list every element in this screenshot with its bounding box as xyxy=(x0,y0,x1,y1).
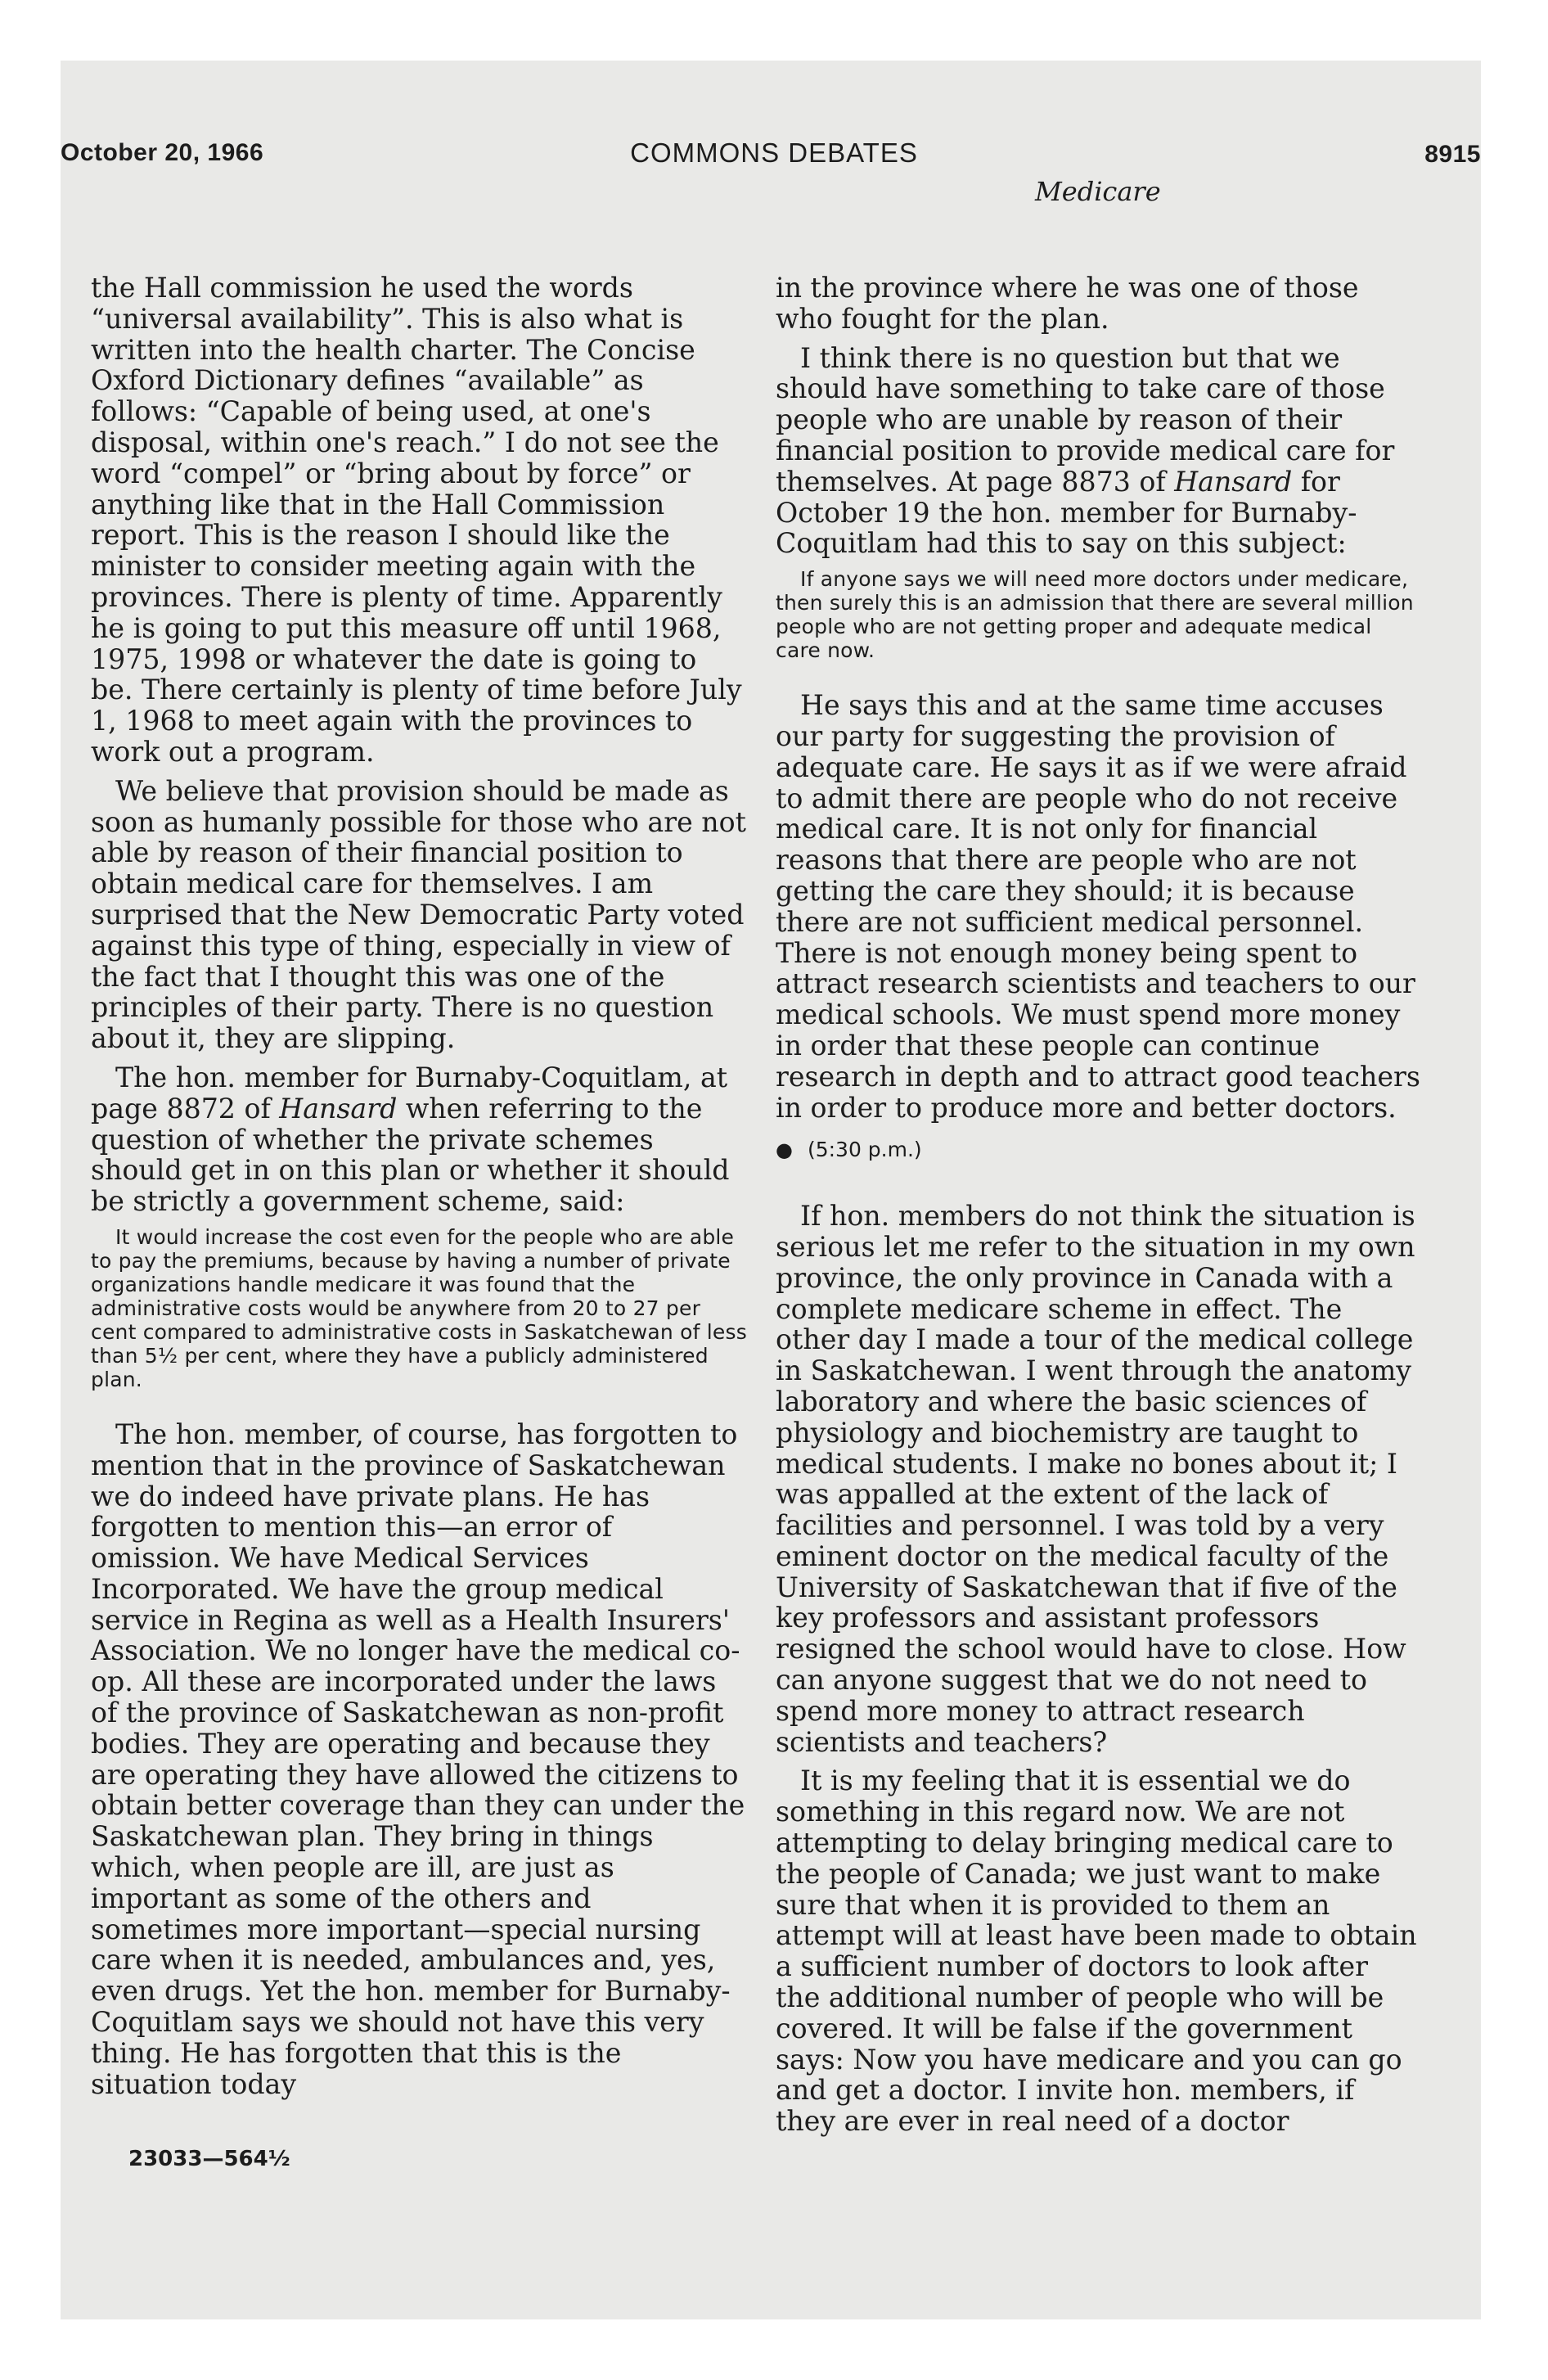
left-paragraph-3 xyxy=(91,1062,747,1217)
left-column xyxy=(91,273,747,2107)
right-block-quote: If anyone says we will need more doctors under medicare, then surely this is an admission that there are several million people who are not getting proper and adequate medical care now. xyxy=(776,567,1414,663)
left-paragraph-4: The hon. member, of course, has forgotten to mention that in the province of Saskatchewan we do indeed have private plans. He has forgotten to mention this—an error of omission. We have Medical Services Incorporated. We have the group medical service in Regina as well as a Health Insurers' Association. We no longer have the medical co-op. All these are incorporated under the laws of the province of Saskatchewan as non-profit bodies. They are operating and because they are operating they have allowed the citizens to obtain better coverage than they can under the Saskatchewan plan. They bring in things which, when people are ill, are just as important as some of the others and sometimes more important—special nursing care when it is needed, ambulances and, yes, even drugs. Yet the hon. member for Burnaby-Coquitlam says we should not have this very thing. He has forgotten that this is the situation today xyxy=(91,1418,745,2100)
right-column xyxy=(776,273,1420,2145)
header-title: COMMONS DEBATES xyxy=(630,137,918,168)
left-paragraph-3-end: when referring to the question of whether the private schemes should get in on this plan or whether it should be strictly a government scheme, said: xyxy=(91,1092,730,1218)
right-paragraph-5: It is my feeling that it is essential we do something in this regard now. We are not attempting to delay bringing medical care to the people of Canada; we just want to make sure that when it is provided to them an attempt will at least have been made to obtain a sufficient number of doctors to look after the additional number of people who will be covered. It will be false if the government says: Now you have medicare and you can go and get a doctor. I invite hon. members, if they are ever in real need of a doctor xyxy=(776,1765,1417,2138)
signature-code: 23033—564½ xyxy=(128,2147,290,2171)
hansard-reference: Hansard xyxy=(279,1092,398,1125)
page-number: 8915 xyxy=(1424,141,1481,168)
bullet-icon: ● xyxy=(776,1138,793,1162)
timestamp xyxy=(776,1134,1420,1166)
right-paragraph-4: If hon. members do not think the situation is serious let me refer to the situation in my own province, the only province in Canada with a complete medicare scheme in effect. The other day I made a tour of the medical college in Saskatchewan. I went through the anatomy laboratory and where the basic sciences of physiology and biochemistry are taught to medical students. I make no bones about it; I was appalled at the extent of the lack of facilities and personnel. I was told by a very eminent doctor on the medical faculty of the University of Saskatchewan that if five of the key professors and assistant professors resigned the school would have to close. How can anyone suggest that we do not need to spend more money to attract research scientists and teachers? xyxy=(776,1200,1415,1758)
hansard-reference: Hansard xyxy=(1174,465,1293,498)
right-paragraph-3: He says this and at the same time accuses our party for suggesting the provision of adequate care. He says it as if we were afraid to admit there are people who do not receive medical care. It is not only for financial reasons that there are people who are not getting the care they should; it is because there are not sufficient medical personnel. There is not enough money being spent to attract research scientists and teachers to our medical schools. We must spend more money in order that these people can continue research in depth and to attract good teachers in order to produce more and better doctors. xyxy=(776,689,1420,1124)
left-paragraph-1: the Hall commission he used the words “universal availability”. This is also what is written into the health charter. The Concise Oxford Dictionary defines “available” as follows: “Capable of being used, at one's disposal, within one's reach.” I do not see the word “compel” or “bring about by force” or anything like that in the Hall Commission report. This is the reason I should like the minister to consider meeting again with the provinces. There is plenty of time. Apparently he is going to put this measure off until 1968, 1975, 1998 or whatever the date is going to be. There certainly is plenty of time before July 1, 1968 to meet again with the provinces to work out a program. xyxy=(91,272,742,768)
timestamp-text: (5:30 p.m.) xyxy=(807,1138,922,1162)
left-paragraph-3-start: The hon. member for Burnaby-Coquitlam, at page 8872 of xyxy=(91,1061,728,1125)
right-paragraph-2-end: for October 19 the hon. member for Burnaby-Coquitlam had this to say on this subject: xyxy=(776,465,1357,560)
right-paragraph-2-start: I think there is no question but that we should have something to take care of those people who are unable by reason of their financial position to provide medical care for themselves. At page 8873 of xyxy=(776,341,1395,498)
right-paragraph-2 xyxy=(776,343,1420,560)
subject-heading: Medicare xyxy=(1035,176,1161,207)
right-paragraph-1: in the province where he was one of those who fought for the plan. xyxy=(776,272,1359,335)
left-block-quote: It would increase the cost even for the people who are able to pay the premiums, because by having a number of private organizations handle medicare it was found that the administrative costs would be anywhere from 20 to 27 per cent compared to administrative costs in Saskatchewan of less than 5½ per cent, where they have a publicly administered plan. xyxy=(91,1224,747,1391)
left-paragraph-2: We believe that provision should be made as soon as humanly possible for those who are not able by reason of their financial position to obtain medical care for themselves. I am surprised that the New Democratic Party voted against this type of thing, especially in view of the fact that I thought this was one of the principles of their party. There is no question about it, they are slipping. xyxy=(91,774,746,1055)
header-date: October 20, 1966 xyxy=(61,139,264,166)
